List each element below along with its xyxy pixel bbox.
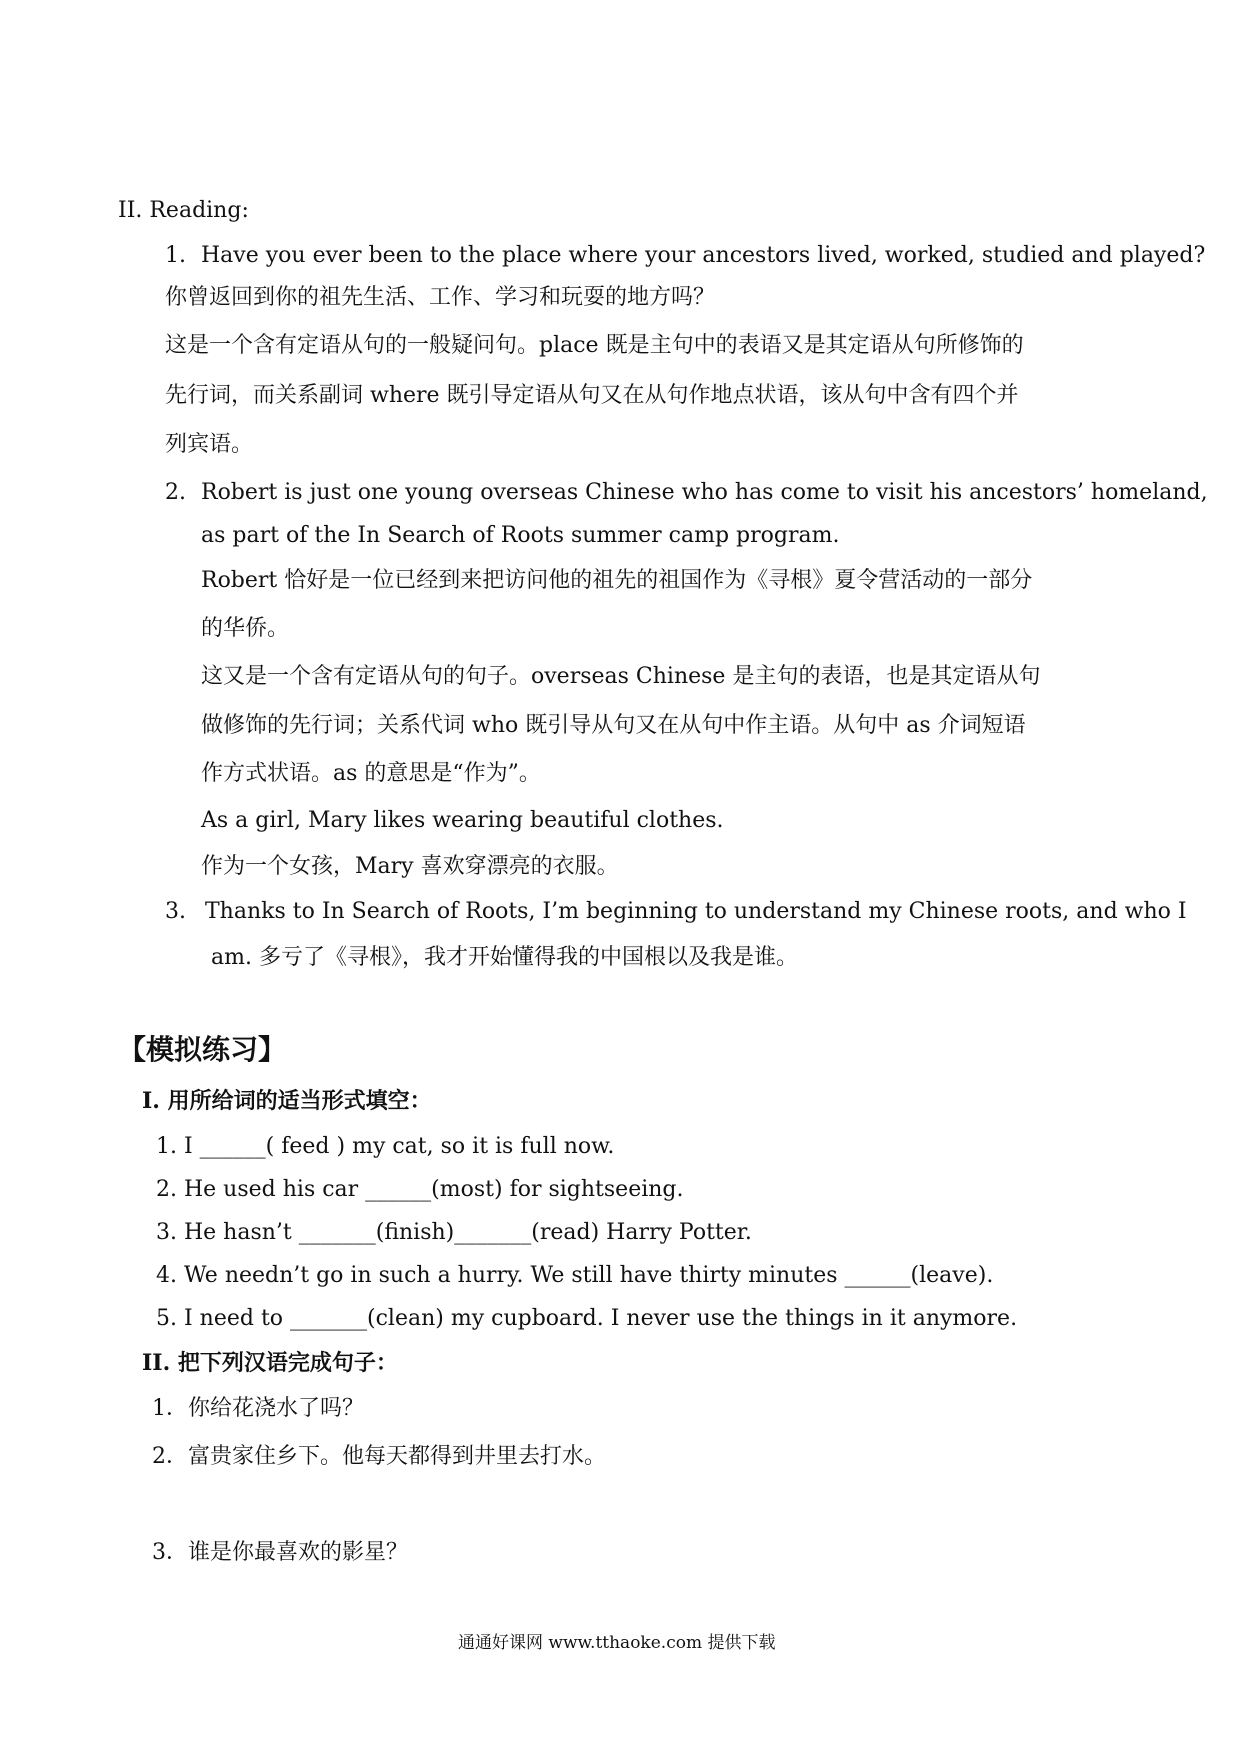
practice-part-1-item: 3. He hasn’t _______(finish)_______(read) Harry Potter. [156,1220,752,1245]
page-footer: 通通好课网 www.tthaoke.com 提供下载 [458,1633,776,1653]
reading-item-2-zh-1: Robert 恰好是一位已经到来把访问他的祖先的祖国作为《寻根》夏令营活动的一部分 [201,568,1033,593]
reading-item-2-note-1: 这又是一个含有定语从句的句子。overseas Chinese 是主句的表语，也是其定语从句 [201,664,1041,689]
reading-item-2-example-en: As a girl, Mary likes wearing beautiful clothes. [201,808,724,833]
item-text: Have you ever been to the place where your ancestors lived, worked, studied and played? [201,243,1206,268]
reading-heading: II. Reading: [118,198,249,223]
reading-item-2-note-3: 作方式状语。as 的意思是“作为”。 [201,761,541,786]
practice-part-1-item: 1. I ______( feed ) my cat, so it is full now. [156,1134,615,1159]
item-number: 1. [165,243,186,268]
reading-item-3-line-2: am. 多亏了《寻根》，我才开始懂得我的中国根以及我是谁。 [211,945,798,970]
item-number: 3. [165,899,186,924]
item-text: Robert is just one young overseas Chinese who has come to visit his ancestors’ homeland, [201,480,1208,505]
practice-title: 【模拟练习】 [118,1033,287,1066]
practice-part-2-item: 3．谁是你最喜欢的影星？ [152,1540,408,1565]
practice-part-1-heading: I. 用所给词的适当形式填空： [142,1088,432,1114]
practice-part-1-item: 4. We needn’t go in such a hurry. We still have thirty minutes ______(leave). [156,1263,994,1288]
reading-item-3-line-1 [165,897,1187,927]
reading-item-1-note-1: 这是一个含有定语从句的一般疑问句。place 既是主句中的表语又是其定语从句所修饰的 [165,333,1024,358]
reading-item-1-note-2: 先行词，而关系副词 where 既引导定语从句又在从句作地点状语，该从句中含有四个并 [165,383,1019,408]
reading-item-2-zh-2: 的华侨。 [201,616,290,641]
reading-item-2-example-zh: 作为一个女孩，Mary 喜欢穿漂亮的衣服。 [201,854,619,879]
reading-item-2-note-2: 做修饰的先行词；关系代词 who 既引导从句又在从句中作主语。从句中 as 介词短语 [201,713,1026,738]
practice-part-1-item: 5. I need to _______(clean) my cupboard. I never use the things in it anymore. [156,1306,1018,1331]
practice-part-2-heading: II. 把下列汉语完成句子： [142,1350,398,1376]
reading-item-2-en-2: as part of the In Search of Roots summer camp program. [201,523,840,548]
reading-item-2-en-1 [165,478,1208,508]
reading-item-1-en [165,241,1205,271]
reading-item-1-note-3: 列宾语。 [165,432,254,457]
practice-part-2-item: 1．你给花浇水了吗？ [152,1396,364,1421]
practice-part-1-item: 2. He used his car ______(most) for sightseeing. [156,1177,684,1202]
item-number: 2. [165,480,186,505]
item-text: Thanks to In Search of Roots, I’m beginning to understand my Chinese roots, and who I [205,899,1187,924]
practice-part-2-item: 2．富贵家住乡下。他每天都得到井里去打水。 [152,1444,606,1469]
reading-item-1-zh: 你曾返回到你的祖先生活、工作、学习和玩耍的地方吗？ [165,285,716,310]
